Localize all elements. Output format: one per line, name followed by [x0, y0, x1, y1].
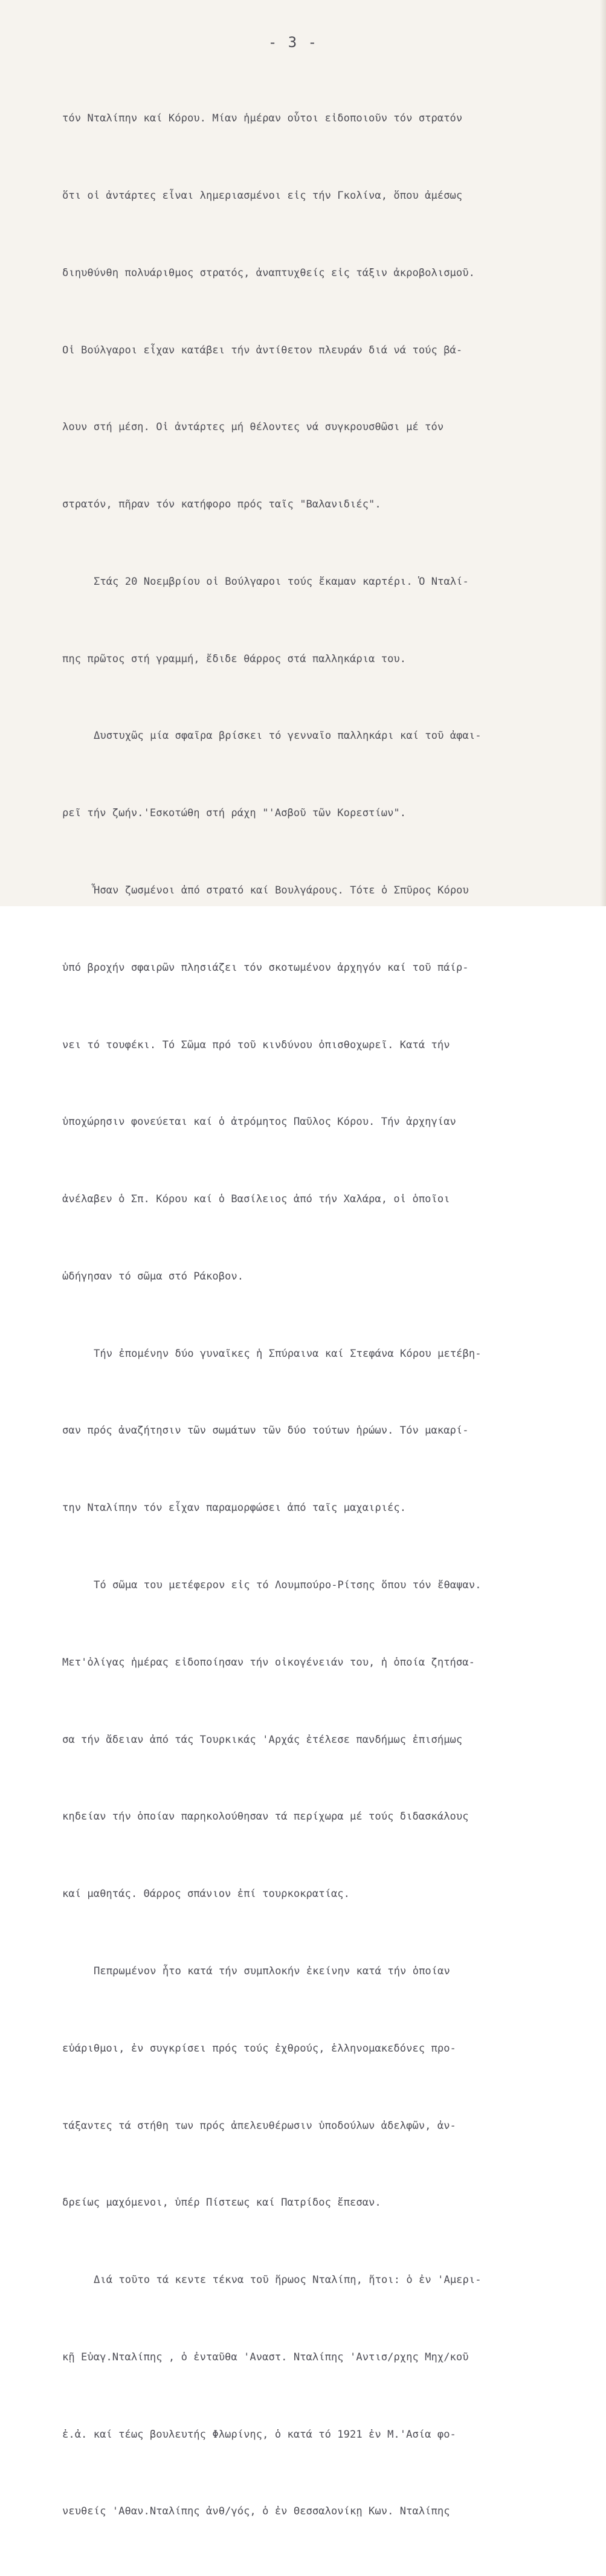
- text-line: διηυθύνθη πολυάριθμος στρατός, ἀναπτυχθείς εἰς τάξιν ἀκροβολισμοῦ.: [62, 266, 475, 279]
- text-line: στρατόν, πῆραν τόν κατήφορο πρός ταῖς "Βαλανιδιές".: [62, 498, 381, 511]
- paragraph-first-line: Στάς 20 Νοεμβρίου οἱ Βούλγαροι τούς ἔκαμαν καρτέρι. Ὁ Νταλί-: [94, 575, 469, 588]
- paragraph-first-line: Ἦσαν ζωσμένοι ἀπό στρατό καί Βουλγάρους. Τότε ὁ Σπῦρος Κόρου: [94, 884, 469, 897]
- text-line: ὑπό βροχήν σφαιρῶν πλησιάζει τόν σκοτωμένον ἀρχηγόν καί τοῦ πάίρ-: [62, 961, 469, 974]
- text-line: σαν πρός ἀναζήτησιν τῶν σωμάτων τῶν δύο τούτων ἡρώων. Τόν μακαρί-: [62, 1425, 469, 1437]
- text-line: δρείως μαχόμενοι, ὑπέρ Πίστεως καί Πατρίδος ἔπεσαν.: [62, 2197, 381, 2209]
- text-line: την Νταλίπην τόν εἶχαν παραμορφώσει ἀπό ταῖς μαχαιριές.: [62, 1502, 407, 1515]
- text-line: τόν Νταλίπην καί Κόρου. Μίαν ἡμέραν οὗτοι εἰδοποιοῦν τόν στρατόν: [62, 112, 463, 125]
- paragraph-first-line: Πεπρωμένον ἦτο κατά τήν συμπλοκήν ἐκείνην κατά τήν ὁποίαν: [94, 1965, 450, 1977]
- page-number: - 3 -: [268, 34, 318, 51]
- paragraph-first-line: Τό σῶμα του μετέφερον εἰς τό Λουμπούρο-Ρίτσης ὅπου τόν ἔθαψαν.: [94, 1579, 482, 1592]
- text-line: τάξαντες τά στήθη των πρός ἀπελευθέρωσιν ὑποδούλων ἀδελφῶν, ἀν-: [62, 2119, 456, 2132]
- text-line: Οἱ Βούλγαροι εἶχαν κατάβει τήν ἀντίθετον πλευράν διά νά τούς βά-: [62, 344, 463, 356]
- body-text: [62, 54, 588, 2576]
- text-line: πης πρῶτος στή γραμμή, ἔδιδε θάρρος στά παλληκάρια του.: [62, 652, 407, 665]
- text-line: νει τό τουφέκι. Τό Σῶμα πρό τοῦ κινδύνου ὀπισθοχωρεῖ. Κατά τήν: [62, 1038, 450, 1051]
- text-line: ὅτι οἱ ἀντάρτες εἶναι λημεριασμένοι εἰς τήν Γκολίνα, ὅπου ἀμέσως: [62, 189, 463, 202]
- text-line: ἀνέλαβεν ὁ Σπ. Κόρου καί ὁ Βασίλειος ἀπό τήν Χαλάρα, οἱ ὁποῖοι: [62, 1193, 450, 1206]
- text-line: ὑποχώρησιν φονεύεται καί ὁ ἀτρόμητος Παῦλος Κόρου. Τήν ἀρχηγίαν: [62, 1116, 456, 1129]
- text-line: ὡδήγησαν τό σῶμα στό Ράκοβον.: [62, 1270, 244, 1283]
- paragraph-first-line: Διά τοῦτο τά κεντε τέκνα τοῦ ἥρωος Νταλίπη, ἤτοι: ὁ ἐν 'Αμερι-: [94, 2274, 482, 2287]
- text-line: καί μαθητάς. Θάρρος σπάνιον ἐπί τουρκοκρατίας.: [62, 1888, 350, 1901]
- paragraph-first-line: Τήν ἐπομένην δύο γυναῖκες ἡ Σπύραινα καί Στεφάνα Κόρου μετέβη-: [94, 1347, 482, 1360]
- text-line: κῇ Εὐαγ.Νταλίπης , ὁ ἐνταῦθα 'Αναστ. Νταλίπης 'Αντισ/ρχης Μηχ/κοῦ: [62, 2351, 469, 2363]
- text-line: νευθείς 'Αθαν.Νταλίπης ἀνθ/γός, ὁ ἐν Θεσσαλονίκῃ Κων. Νταλίπης: [62, 2505, 450, 2518]
- text-line: σα τήν ἄδειαν ἀπό τάς Τουρκικάς 'Αρχάς ἐτέλεσε πανδήμως ἐπισήμως: [62, 1733, 463, 1746]
- page-edge-shadow: [600, 0, 606, 906]
- paragraph-first-line: Δυστυχῶς μία σφαῖρα βρίσκει τό γενναῖο παλληκάρι καί τοῦ ἀφαι-: [94, 730, 482, 742]
- text-line: εὐάριθμοι, ἐν συγκρίσει πρός τούς ἐχθρούς, ἑλληνομακεδόνες προ-: [62, 2042, 456, 2055]
- text-line: ρεῖ τήν ζωήν.'Εσκοτώθη στή ράχη "'Ασβοῦ τῶν Κορεστίων".: [62, 807, 407, 820]
- text-line: Μετ'ὀλίγας ἡμέρας εἰδοποίησαν τήν οἰκογένειάν του, ἡ ὁποία ζητήσα-: [62, 1656, 475, 1669]
- text-line: ἐ.ἀ. καί τέως βουλευτής Φλωρίνης, ὁ κατά τό 1921 ἐν Μ.'Ασία φο-: [62, 2428, 456, 2441]
- text-line: λουν στή μέση. Οἱ ἀντάρτες μή θέλοντες νά συγκρουσθῶσι μέ τόν: [62, 421, 444, 434]
- text-line: κηδείαν τήν ὁποίαν παρηκολούθησαν τά περίχωρα μέ τούς διδασκάλους: [62, 1811, 469, 1823]
